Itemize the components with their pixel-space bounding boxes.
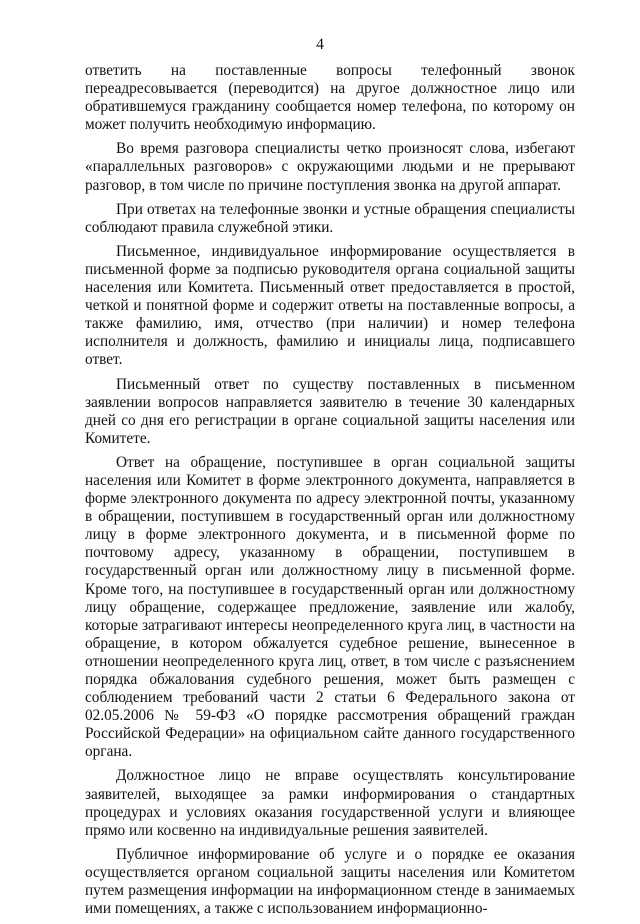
paragraph-phone-redirect: ответить на поставленные вопросы телефонный звонок переадресовывается (переводится) на другое должностное лицо или обратившемуся гражданину сообщается номер телефона, по которому он может получить необходимую информацию. [85,62,575,134]
document-body [85,62,575,924]
paragraph-written-response-deadline: Письменный ответ по существу поставленных в письменном заявлении вопросов направляется заявителю в течение 30 календарных дней со дня его регистрации в органе социальной защиты населения или Комитете. [85,375,575,447]
paragraph-conversation-rules: Во время разговора специалисты четко произносят слова, избегают «параллельных разговоров» с окружающими людьми и не прерывают разговор, в том числе по причине поступления звонка на другой аппарат. [85,140,575,194]
paragraph-electronic-response: Ответ на обращение, поступившее в орган социальной защиты населения или Комитет в форме электронного документа, направляется в форме электронного документа по адресу электронной почты, указанному в обращении, поступившем в государственный орган или должностному лицу в форме электронного документа, и в письменной форме по почтовому адресу, указанному в обращении, поступившем в государственный орган или должностному лицу в письменной форме. Кроме того, на поступившее в государственный орган или должностному лицу обращение, содержащее предложение, заявление или жалобу, которые затрагивают интересы неопределенного круга лиц, в частности на обращение, в котором обжалуется судебное решение, вынесенное в отношении неопределенного круга лиц, ответ, в том числе с разъяснением порядка обжалования судебного решения, может быть размещен с соблюдением требований части 2 статьи 6 Федерального закона от 02.05.2006 № 59-ФЗ «О порядке рассмотрения обращений граждан Российской Федерации» на официальном сайте данного государственного органа. [85,453,575,761]
paragraph-service-ethics: При ответах на телефонные звонки и устные обращения специалисты соблюдают правила служебной этики. [85,200,575,236]
paragraph-consultation-limits: Должностное лицо не вправе осуществлять консультирование заявителей, выходящее за рамки информирования о стандартных процедурах и условиях оказания государственной услуги и влияющее прямо или косвенно на индивидуальные решения заявителей. [85,767,575,839]
paragraph-written-informing: Письменное, индивидуальное информирование осуществляется в письменной форме за подписью руководителя органа социальной защиты населения или Комитета. Письменный ответ предоставляется в простой, четкой и понятной форме и содержит ответы на поставленные вопросы, а также фамилию, имя, отчество (при наличии) и номер телефона исполнителя и должность, фамилию и инициалы лица, подписавшего ответ. [85,242,575,369]
paragraph-public-informing: Публичное информирование об услуге и о порядке ее оказания осуществляется органом социальной защиты населения или Комитетом путем размещения информации на информационном стенде в занимаемых ими помещениях, а также с использованием информационно- [85,845,575,918]
page-number: 4 [316,36,324,53]
